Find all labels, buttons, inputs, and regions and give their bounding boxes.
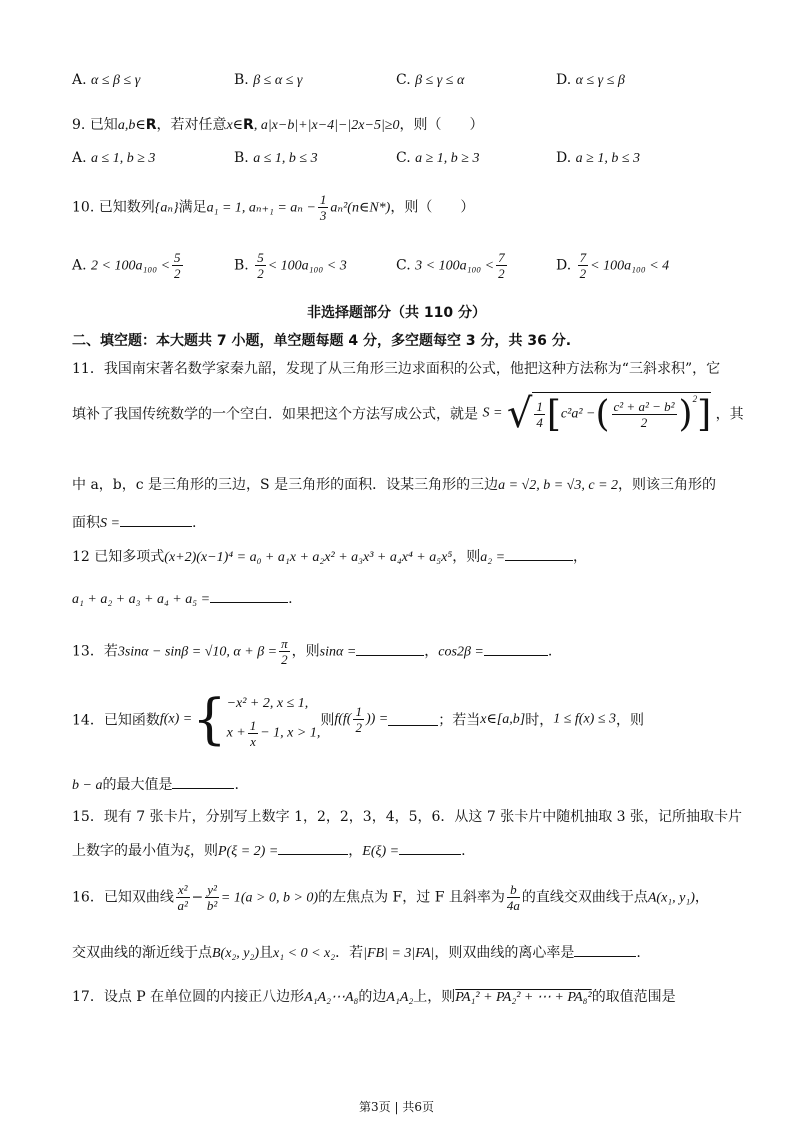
question-16-line-2: 交双曲线的渐近线于点B(x₂, y₂)且x₁ < 0 < x₂．若|FB| = 3|FA|，则双曲线的离心率是 . <box>72 945 641 961</box>
page-footer: 第3页 | 共6页 <box>359 1100 434 1114</box>
q8-option-a: A. α ≤ β ≤ γ <box>72 72 141 88</box>
q10-option-c: C. 3 < 100a₁₀₀ < $\frac{7}{2}$ <box>396 250 505 281</box>
q10-option-a: A. 2 < 100a₁₀₀ < $\frac{5}{2}$ <box>72 250 181 281</box>
question-15-line-2: 上数字的最小值为ξ，则P(ξ = 2) = ，E(ξ) = . <box>72 843 466 859</box>
answer-blank[interactable] <box>505 548 573 561</box>
question-11-line-3: 中 a，b，c 是三角形的三边，S 是三角形的面积．设某三角形的三边a = √2, b = √3, c = 2，则该三角形的 <box>72 477 717 493</box>
question-9-stem: 9. 已知a,b∈R，若对任意x∈R, a|x−b|+|x−4|−|2x−5|≥0，则（ ） <box>72 117 484 133</box>
q10-option-d: D. $\frac{7}{2}$ < 100a₁₀₀ < 4 <box>556 250 670 281</box>
q8-option-b: B. β ≤ α ≤ γ <box>234 72 303 88</box>
question-16-line-1: 16．已知双曲线 $\frac{\text{x²}}{\text{a²}}$ − $\frac{\text{y²}}{\text{b²}}$ = 1(a > 0, b > 0)的左焦点为 F，过 F 且斜率为 $\frac{b}{4a}$ 的直线交双曲线于点A(x₁, y₁)， <box>72 882 709 913</box>
section-title: 非选择题部分（共 110 分） <box>307 305 486 321</box>
answer-blank[interactable] <box>120 514 192 527</box>
answer-blank[interactable] <box>356 643 424 656</box>
part-2-title: 二、填空题：本大题共 7 小题，单空题每题 4 分，多空题每空 3 分，共 36 分. <box>72 333 572 349</box>
question-13: 13．若3sinα − sinβ = √10, α + β = $\frac{\pi}{2}$ ，则sinα = ，cos2β = . <box>72 636 553 667</box>
q9-option-b: B. a ≤ 1, b ≤ 3 <box>234 150 318 166</box>
q10-option-b: B. $\frac{5}{2}$ < 100a₁₀₀ < 3 <box>234 250 347 281</box>
q8-option-c: C. β ≤ γ ≤ α <box>396 72 465 88</box>
question-12-line-1: 12 已知多项式(x+2)(x−1)⁴ = a₀ + a₁x + a₂x² + a₃x³ + a₄x⁴ + a₅x⁵，则a₂ = ， <box>72 549 588 565</box>
answer-blank[interactable] <box>172 776 234 789</box>
q9-option-a: A. a ≤ 1, b ≥ 3 <box>72 150 156 166</box>
answer-blank[interactable] <box>278 842 348 855</box>
answer-blank[interactable] <box>388 713 438 726</box>
q8-option-d: D. α ≤ γ ≤ β <box>556 72 625 88</box>
question-11-line-1: 11．我国南宋著名数学家秦九韶，发现了从三角形三边求面积的公式，他把这种方法称为“三斜求积”，它 <box>72 361 721 377</box>
question-14-line-1: 14．已知函数f(x) ={ −x² + 2, x ≤ 1, x + $\frac{1}{x}$ − 1, x > 1, 则f(f( $\frac{1}{2}$ )) = ；若当x∈[a,b]时，1 ≤ f(x) ≤ 3，则 <box>72 687 645 751</box>
answer-blank[interactable] <box>210 590 288 603</box>
question-12-line-2: a₁ + a₂ + a₃ + a₄ + a₅ = . <box>72 591 293 607</box>
answer-blank[interactable] <box>399 842 461 855</box>
question-11-line-2: 填补了我国传统数学的一个空白．如果把这个方法写成公式，就是 S = √ $\frac{1}{4}$ [c²a² −( $\frac{\text{c² + a² − b²}}{2}$ )$^2$] ，其 <box>72 390 744 437</box>
question-10-stem: 10. 已知数列{aₙ}满足a₁ = 1, aₙ₊₁ = aₙ − $\frac{1}{3}$ aₙ²(n∈N*)，则（ ） <box>72 192 475 223</box>
answer-blank[interactable] <box>574 944 636 957</box>
answer-blank[interactable] <box>484 643 548 656</box>
question-14-line-2: b − a的最大值是 . <box>72 777 239 793</box>
q9-option-c: C. a ≥ 1, b ≥ 3 <box>396 150 480 166</box>
question-17: 17．设点 P 在单位圆的内接正八边形A₁A₂⋯A₈的边A₁A₂上，则PA₁² + PA₂² + ⋯ + PA₈²的取值范围是 <box>72 989 676 1005</box>
q9-option-d: D. a ≥ 1, b ≤ 3 <box>556 150 641 166</box>
question-11-line-4: 面积S = . <box>72 515 197 531</box>
question-15-line-1: 15．现有 7 张卡片，分别写上数字 1，2，2，3，4，5，6．从这 7 张卡片中随机抽取 3 张，记所抽取卡片 <box>72 809 743 825</box>
